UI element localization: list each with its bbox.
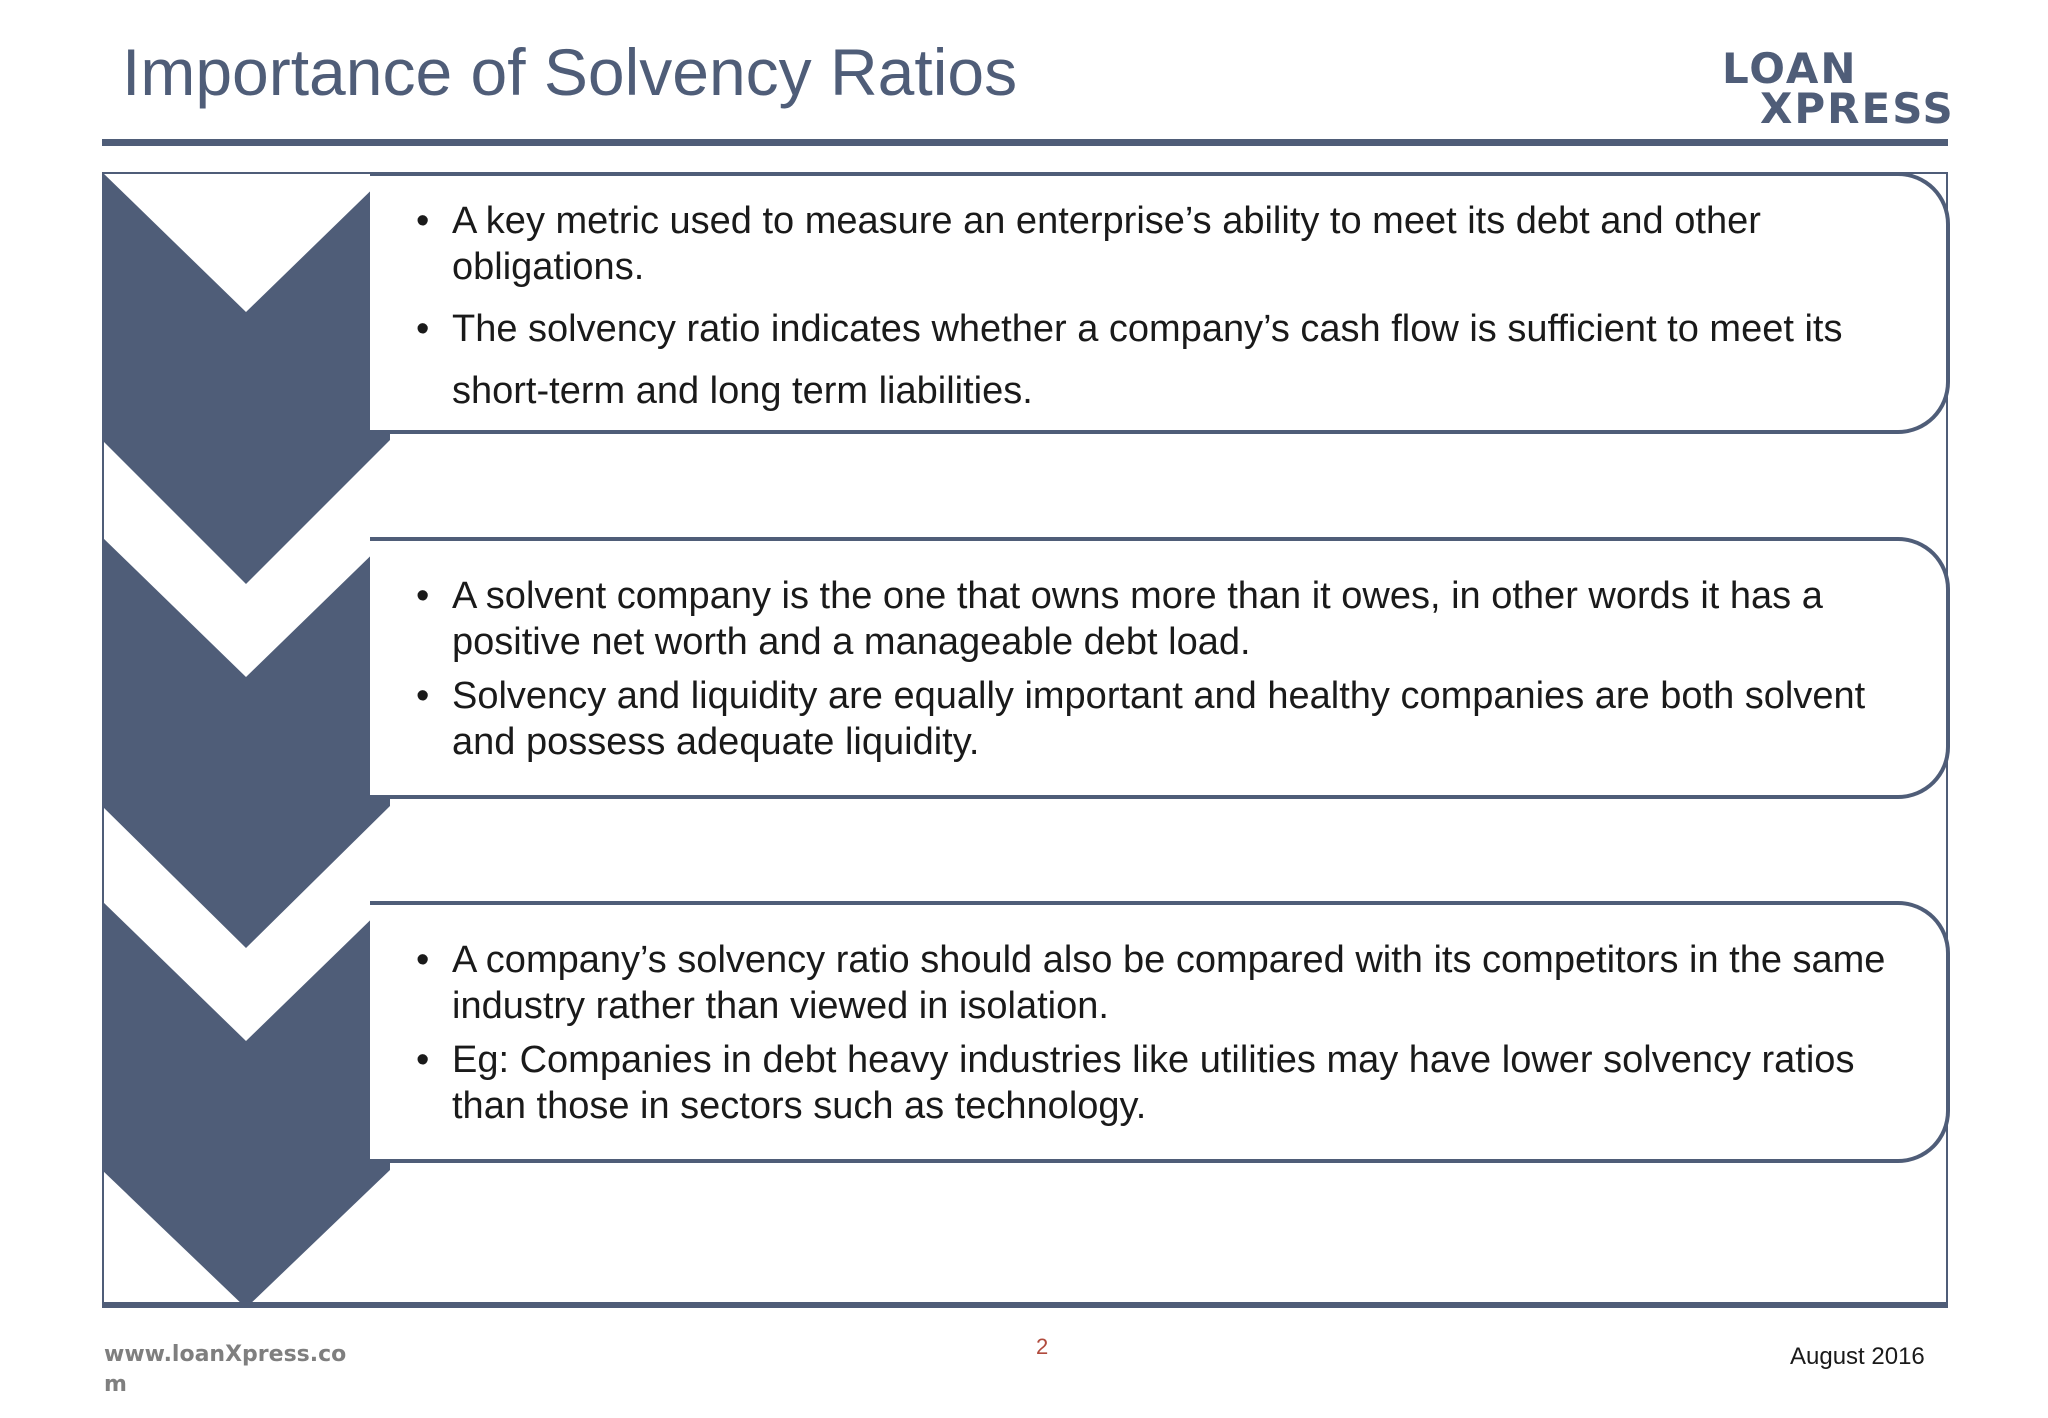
- logo-line-2: XPRESS: [1760, 84, 1955, 133]
- bullet-item: • Solvency and liquidity are equally important and healthy companies are both solvent and possess adequate liquidity.: [416, 673, 1906, 765]
- footer-website-link[interactable]: www.loanXpress.com: [104, 1342, 347, 1397]
- bullet-item: • A company’s solvency ratio should also be compared with its competitors in the same industry rather than viewed in isolation.: [416, 937, 1906, 1029]
- bullet-list-3: [416, 937, 1906, 1137]
- bullet-list-1: [416, 198, 1906, 430]
- logo-line-1: LOAN: [1722, 44, 1858, 93]
- bullet-item: • The solvency ratio indicates whether a company’s cash flow is sufficient to meet its short-term and long term liabilities.: [416, 298, 1906, 422]
- bullet-card-1: [370, 172, 1950, 434]
- bullet-list-2: [416, 573, 1906, 773]
- bullet-item: • Eg: Companies in debt heavy industries like utilities may have lower solvency ratios than those in sectors such as technology.: [416, 1037, 1906, 1129]
- chevron-1: [102, 172, 390, 584]
- bullet-item: • A key metric used to measure an enterprise’s ability to meet its debt and other obligations.: [416, 198, 1906, 290]
- bullet-card-3: [370, 901, 1950, 1163]
- footer-date: August 2016: [1790, 1343, 1925, 1370]
- bullet-card-2: [370, 537, 1950, 799]
- footer-divider: [102, 1302, 1948, 1308]
- chevron-2: [102, 537, 390, 948]
- bullet-item: • A solvent company is the one that owns more than it owes, in other words it has a positive net worth and a manageable debt load.: [416, 573, 1906, 665]
- chevron-3: [102, 901, 390, 1308]
- page-number: 2: [1036, 1334, 1049, 1359]
- slide-title: Importance of Solvency Ratios: [122, 35, 1018, 109]
